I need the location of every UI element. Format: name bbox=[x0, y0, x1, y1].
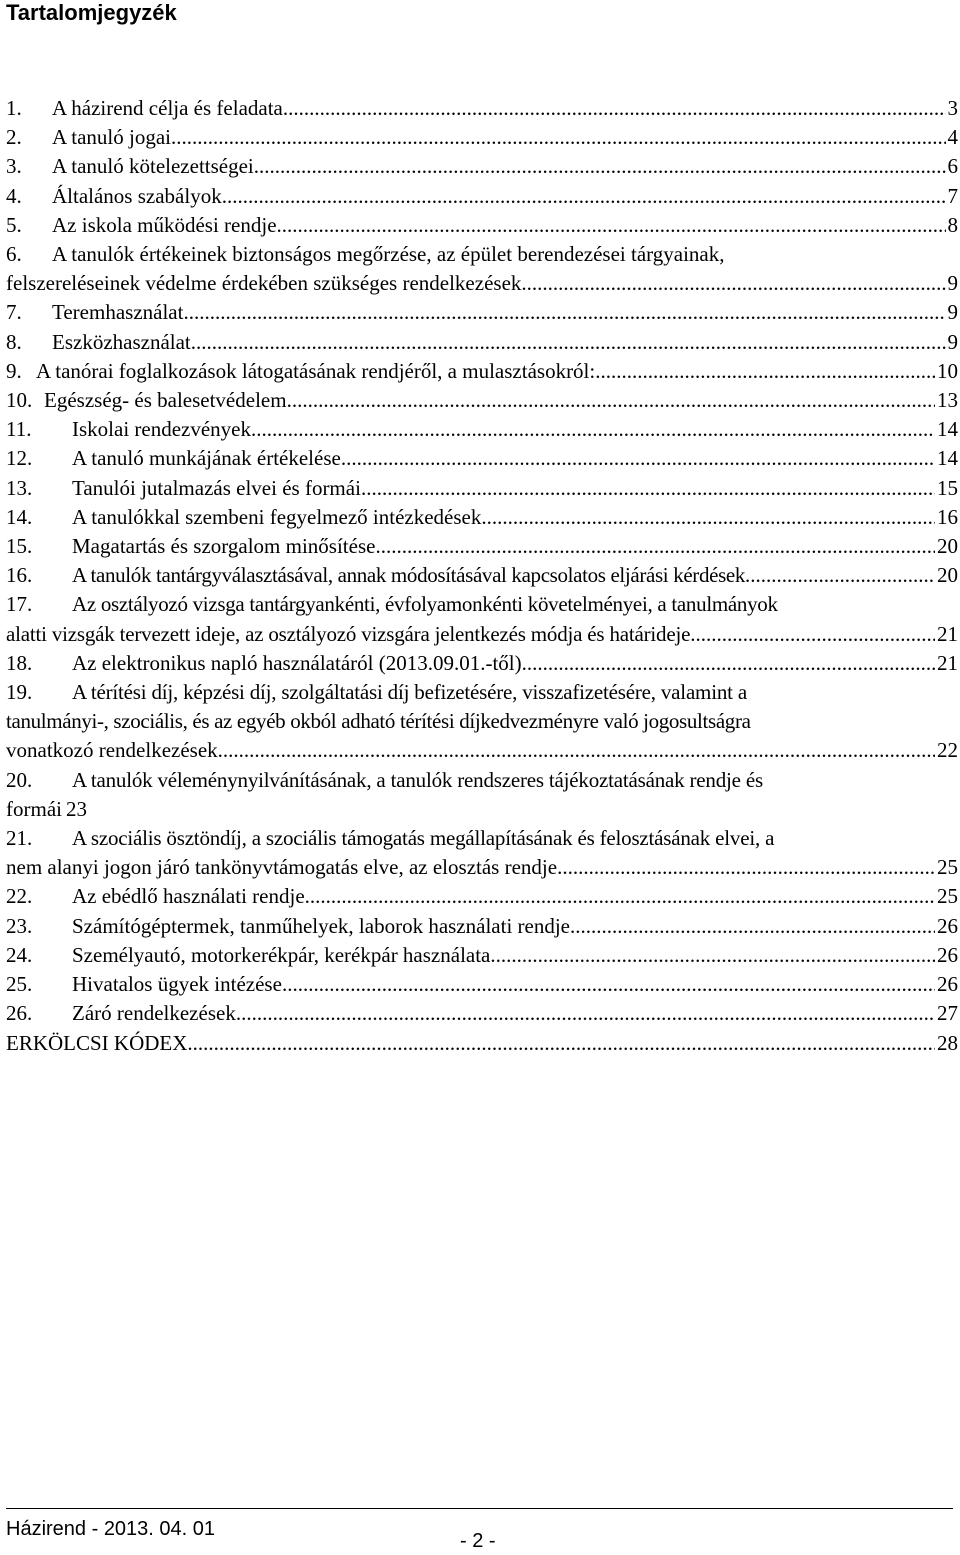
entry-title: ERKÖLCSI KÓDEX bbox=[6, 1030, 188, 1055]
toc-entry[interactable] bbox=[6, 211, 958, 240]
entry-title: Egészség- és balesetvédelem bbox=[44, 388, 287, 413]
dot-leader bbox=[277, 211, 946, 240]
entry-page: 16 bbox=[937, 504, 958, 529]
entry-title-line1: A térítési díj, képzési díj, szolgáltatási díj befizetésére, visszafizetésére, valamint a bbox=[72, 680, 747, 705]
entry-title-line1: A tanulók értékeinek biztonságos megőrzése, az épület berendezései tárgyainak, bbox=[52, 242, 725, 267]
dot-leader bbox=[183, 298, 945, 327]
dot-leader bbox=[305, 882, 935, 911]
entry-number: 26. bbox=[6, 1001, 33, 1026]
dot-leader bbox=[375, 532, 935, 561]
entry-number: 18. bbox=[6, 650, 33, 675]
toc-entry[interactable] bbox=[6, 561, 958, 590]
entry-title: Az ebédlő használati rendje bbox=[72, 884, 305, 909]
entry-title: Hivatalos ügyek intézése bbox=[72, 972, 282, 997]
dot-leader bbox=[251, 415, 935, 444]
entry-page: 25 bbox=[937, 855, 958, 880]
toc-entry[interactable] bbox=[6, 152, 958, 181]
entry-title: Személyautó, motorkerékpár, kerékpár használata bbox=[72, 942, 491, 967]
entry-title: A tanórai foglalkozások látogatásának rendjéről, a mulasztásokról: bbox=[36, 358, 596, 383]
entry-page: 14 bbox=[937, 446, 958, 471]
dot-leader bbox=[218, 736, 935, 765]
entry-title: Tanulói jutalmazás elvei és formái bbox=[72, 475, 361, 500]
entry-page: 8 bbox=[947, 212, 958, 237]
dot-leader bbox=[361, 474, 935, 503]
entry-page: 3 bbox=[947, 96, 958, 120]
entry-number: 8. bbox=[6, 329, 22, 354]
entry-number: 3. bbox=[6, 154, 22, 179]
entry-title-line2: alatti vizsgák tervezett ideje, az osztályozó vizsgára jelentkezés módja és határideje bbox=[6, 621, 691, 646]
toc-entry[interactable] bbox=[6, 94, 958, 123]
dot-leader bbox=[191, 328, 946, 357]
entry-number: 6. bbox=[6, 242, 22, 267]
dot-leader bbox=[570, 912, 935, 941]
dot-leader bbox=[187, 1029, 935, 1058]
entry-page: 23 bbox=[65, 796, 87, 821]
entry-page: 13 bbox=[937, 388, 958, 413]
toc-entry[interactable] bbox=[6, 999, 958, 1028]
entry-number: 7. bbox=[6, 300, 22, 325]
toc-entry[interactable] bbox=[6, 882, 958, 911]
dot-leader bbox=[222, 182, 946, 211]
dot-leader bbox=[595, 357, 935, 386]
entry-title: A tanuló kötelezettségei bbox=[52, 154, 254, 179]
entry-page: 27 bbox=[937, 1001, 958, 1026]
toc-entry[interactable] bbox=[6, 298, 958, 327]
entry-page: 25 bbox=[937, 884, 958, 909]
entry-title: Záró rendelkezések bbox=[72, 1001, 236, 1026]
entry-page: 22 bbox=[937, 738, 958, 763]
entry-page: 20 bbox=[937, 563, 958, 588]
entry-title-line2: tanulmányi-, szociális, és az egyéb okból adható térítési díjkedvezményre való jogosultságra bbox=[6, 709, 751, 734]
toc-entry[interactable] bbox=[6, 240, 958, 298]
dot-leader bbox=[557, 853, 935, 882]
toc-entry[interactable] bbox=[6, 503, 958, 532]
entry-title-line1: Az osztályozó vizsga tantárgyankénti, évfolyamonkénti követelményei, a tanulmányok bbox=[72, 592, 778, 617]
footer-divider bbox=[6, 1508, 953, 1509]
entry-title-line1: A tanulók véleménynyilvánításának, a tanulók rendszeres tájékoztatásának rendje és bbox=[72, 767, 763, 792]
entry-title-line2: nem alanyi jogon járó tankönyvtámogatás elve, az elosztás rendje bbox=[6, 855, 558, 880]
entry-page: 7 bbox=[947, 183, 958, 208]
entry-page: 9 bbox=[947, 300, 958, 325]
dot-leader bbox=[745, 561, 935, 590]
toc-title: Tartalomjegyzék bbox=[6, 0, 177, 25]
toc-entry[interactable] bbox=[6, 415, 958, 444]
entry-page: 9 bbox=[947, 329, 958, 354]
toc-entry[interactable] bbox=[6, 474, 958, 503]
entry-page: 14 bbox=[937, 417, 958, 442]
toc-entry[interactable] bbox=[6, 1029, 958, 1058]
entry-page: 21 bbox=[937, 650, 958, 675]
toc-entry[interactable] bbox=[6, 912, 958, 941]
entry-title: Általános szabályok bbox=[52, 183, 222, 208]
entry-number: 25. bbox=[6, 972, 33, 997]
toc-entry[interactable] bbox=[6, 678, 958, 766]
footer-document-label: Házirend - 2013. 04. 01 bbox=[6, 1518, 216, 1540]
entry-number: 23. bbox=[6, 913, 33, 938]
entry-number: 2. bbox=[6, 125, 22, 150]
entry-number: 21. bbox=[6, 826, 33, 851]
entry-number: 24. bbox=[6, 942, 33, 967]
entry-title-line3: vonatkozó rendelkezések bbox=[6, 738, 218, 763]
toc-entry[interactable] bbox=[6, 824, 958, 882]
entry-page: 6 bbox=[947, 154, 958, 179]
entry-title: A tanulók tantárgyválasztásával, annak módosításával kapcsolatos eljárási kérdések bbox=[72, 563, 746, 588]
entry-number: 11. bbox=[6, 417, 32, 442]
toc-entry[interactable] bbox=[6, 357, 958, 386]
entry-title: A tanulókkal szembeni fegyelmező intézkedések bbox=[72, 504, 482, 529]
dot-leader bbox=[254, 152, 946, 181]
entry-title: Teremhasználat bbox=[52, 300, 184, 325]
entry-page: 21 bbox=[937, 621, 958, 646]
entry-page: 26 bbox=[937, 942, 958, 967]
entry-title: Eszközhasználat bbox=[52, 329, 191, 354]
entry-number: 14. bbox=[6, 504, 33, 529]
entry-number: 19. bbox=[6, 680, 33, 705]
toc-entry[interactable] bbox=[6, 386, 958, 415]
entry-number: 1. bbox=[6, 96, 22, 120]
toc-entry[interactable] bbox=[6, 182, 958, 211]
entry-page: 26 bbox=[937, 972, 958, 997]
entry-number: 9. bbox=[6, 358, 22, 383]
dot-leader bbox=[690, 620, 935, 649]
dot-leader bbox=[481, 503, 935, 532]
entry-number: 12. bbox=[6, 446, 33, 471]
toc-entry[interactable] bbox=[6, 532, 958, 561]
entry-number: 17. bbox=[6, 592, 33, 617]
entry-title: A házirend célja és feladata bbox=[52, 96, 283, 120]
entry-number: 15. bbox=[6, 534, 33, 559]
toc-entry[interactable] bbox=[6, 123, 958, 152]
entry-page: 28 bbox=[937, 1030, 958, 1055]
entry-title: Iskolai rendezvények bbox=[72, 417, 252, 442]
entry-title: A tanuló munkájának értékelése bbox=[72, 446, 341, 471]
entry-page: 15 bbox=[937, 475, 958, 500]
toc-entry[interactable] bbox=[6, 941, 958, 970]
page-number: - 2 - bbox=[460, 1530, 496, 1552]
dot-leader bbox=[522, 649, 935, 678]
entry-title: Számítógéptermek, tanműhelyek, laborok használati rendje bbox=[72, 913, 570, 938]
entry-page: 4 bbox=[947, 125, 958, 150]
entry-title: A tanuló jogai bbox=[52, 125, 171, 150]
toc-entry[interactable] bbox=[6, 766, 958, 824]
dot-leader bbox=[341, 444, 935, 473]
dot-leader bbox=[527, 269, 946, 298]
toc-entry[interactable] bbox=[6, 590, 958, 648]
entry-title: Magatartás és szorgalom minősítése bbox=[72, 534, 376, 559]
entry-title: Az elektronikus napló használatáról (2013.09.01.-től) bbox=[72, 650, 522, 675]
entry-title-line2: felszereléseinek védelme érdekében szükséges rendelkezések. bbox=[6, 271, 527, 296]
entry-page: 10 bbox=[937, 358, 958, 383]
entry-title-line2: formái bbox=[6, 796, 62, 821]
entry-number: 16. bbox=[6, 563, 33, 588]
toc-entry[interactable] bbox=[6, 649, 958, 678]
entry-page: 26 bbox=[937, 913, 958, 938]
toc-entry[interactable] bbox=[6, 444, 958, 473]
entry-number: 4. bbox=[6, 183, 22, 208]
table-of-contents bbox=[6, 94, 958, 1058]
dot-leader bbox=[283, 94, 946, 123]
entry-number: 22. bbox=[6, 884, 33, 909]
toc-entry[interactable] bbox=[6, 970, 958, 999]
dot-leader bbox=[236, 999, 935, 1028]
toc-entry[interactable] bbox=[6, 328, 958, 357]
entry-number: 5. bbox=[6, 212, 22, 237]
dot-leader bbox=[282, 970, 935, 999]
dot-leader bbox=[287, 386, 935, 415]
entry-page: 9 bbox=[947, 271, 958, 296]
entry-number: 20. bbox=[6, 767, 33, 792]
entry-number: 10. bbox=[6, 388, 33, 413]
entry-number: 13. bbox=[6, 475, 33, 500]
dot-leader bbox=[490, 941, 935, 970]
entry-title-line1: A szociális ösztöndíj, a szociális támogatás megállapításának és felosztásának elvei, a bbox=[72, 826, 775, 851]
entry-title: Az iskola működési rendje bbox=[52, 212, 277, 237]
entry-page: 20 bbox=[937, 534, 958, 559]
dot-leader bbox=[171, 123, 946, 152]
